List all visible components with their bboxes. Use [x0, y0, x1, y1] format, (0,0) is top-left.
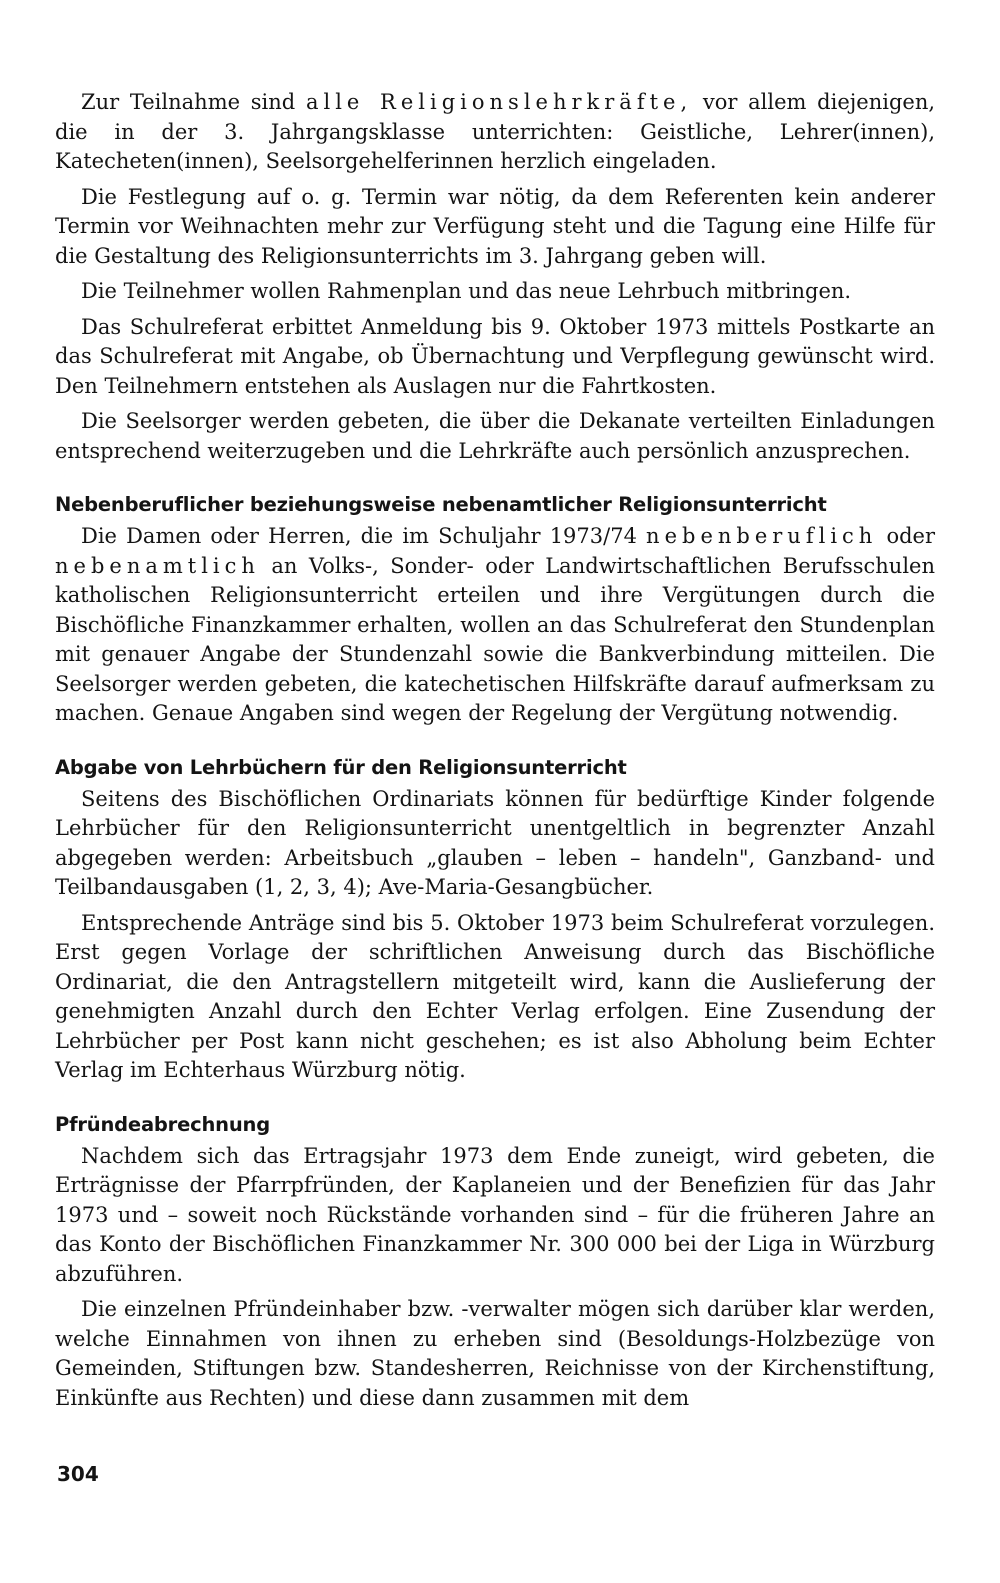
intro-paragraph-4: Das Schulreferat erbittet Anmeldung bis 9. Oktober 1973 mittels Postkarte an das Schulreferat mit Angabe, ob Übernachtung und Verpflegung gewünscht wird. Den Teilnehmern entstehen als Auslagen nur die Fahrtkosten. [55, 314, 935, 398]
text-run: Die Damen oder Herren, die im Schuljahr 1973/74 [81, 524, 647, 548]
text-run: an Volks-, Sonder- oder Landwirtschaftlichen Berufsschulen katholischen Religionsunterricht erteilen und ihre Vergütungen durch die Bischöfliche Finanzkammer erhalten, wollen an das Schulreferat den Stundenplan mit genauer Angabe der Stundenzahl sowie die Bankverbindung mitteilen. Die Seelsorger werden gebeten, die katechetischen Hilfskräfte darauf aufmerksam zu machen. Genaue Angaben sind wegen der Regelung der Vergütung notwendig. [55, 553, 935, 725]
spaced-emphasis: nebenamtlich [55, 553, 260, 578]
text-run: Zur Teilnahme sind [81, 90, 306, 114]
text-run: vor allem diejenigen, die in der 3. Jahrgangsklasse unterrichten: Geistliche, Lehrer(innen), Katecheten(innen), Seelsorgehelferinnen herzlich eingeladen. [55, 90, 936, 173]
page-number: 304 [57, 1462, 99, 1486]
intro-paragraph-3: Die Teilnehmer wollen Rahmenplan und das neue Lehrbuch mitbringen. [81, 279, 852, 303]
document-page [55, 88, 935, 1419]
section2-paragraph-1: Seitens des Bischöflichen Ordinariats können für bedürftige Kinder folgende Lehrbücher für den Religionsunterricht unentgeltlich in begrenzter Anzahl abgegeben werden: Arbeitsbuch „glauben – leben – handeln", Ganzband- und Teilbandausgaben (1, 2, 3, 4); Ave-Maria-Gesangbücher. [55, 786, 935, 899]
intro-paragraph-2: Die Festlegung auf o. g. Termin war nötig, da dem Referenten kein anderer Termin vor Weihnachten mehr zur Verfügung steht und die Tagung eine Hilfe für die Gestaltung des Religionsunterrichts im 3. Jahrgang geben will. [55, 184, 935, 268]
section3-paragraph-2: Die einzelnen Pfründeinhaber bzw. -verwalter mögen sich darüber klar werden, welche Einnahmen von ihnen zu erheben sind (Besoldungs-Holzbezüge von Gemeinden, Stiftungen bzw. Standesherren, Reichnisse von der Kirchenstiftung, Einkünfte aus Rechten) und diese dann zusammen mit dem [55, 1297, 935, 1410]
section1-paragraph-1 [55, 522, 935, 729]
intro-paragraph-5: Die Seelsorger werden gebeten, die über die Dekanate verteilten Einladungen entsprechend weiterzugeben und die Lehrkräfte auch persönlich anzusprechen. [55, 409, 935, 463]
spaced-emphasis: alle Religionslehrkräfte, [305, 90, 693, 114]
intro-paragraph-1 [55, 88, 935, 177]
section2-paragraph-2: Entsprechende Anträge sind bis 5. Oktober 1973 beim Schulreferat vorzulegen. Erst gegen Vorlage der schriftlichen Anweisung durch das Bischöfliche Ordinariat, die den Antragstellern mitgeteilt wird, kann die Auslieferung der genehmigten Anzahl durch den Echter Verlag erfolgen. Eine Zusendung der Lehrbücher per Post kann nicht geschehen; es ist also Abholung beim Echter Verlag im Echterhaus Würzburg nötig. [55, 910, 935, 1082]
section-heading-pfruendeabrechnung: Pfründeabrechnung [55, 1112, 270, 1136]
section-heading-lehrbuecher: Abgabe von Lehrbüchern für den Religionsunterricht [55, 755, 627, 779]
section3-paragraph-1: Nachdem sich das Ertragsjahr 1973 dem Ende zuneigt, wird gebeten, die Erträgnisse der Pfarrpfründen, der Kaplaneien und der Benefizien für das Jahr 1973 und – soweit noch Rückstände vorhanden sind – für die früheren Jahre an das Konto der Bischöflichen Finanzkammer Nr. 300 000 bei der Liga in Würzburg abzuführen. [55, 1143, 935, 1286]
text-run: oder [877, 524, 935, 548]
section-heading-religionsunterricht: Nebenberuflicher beziehungsweise nebenamtlicher Religionsunterricht [55, 493, 827, 516]
spaced-emphasis: nebenberuflich [646, 524, 878, 548]
